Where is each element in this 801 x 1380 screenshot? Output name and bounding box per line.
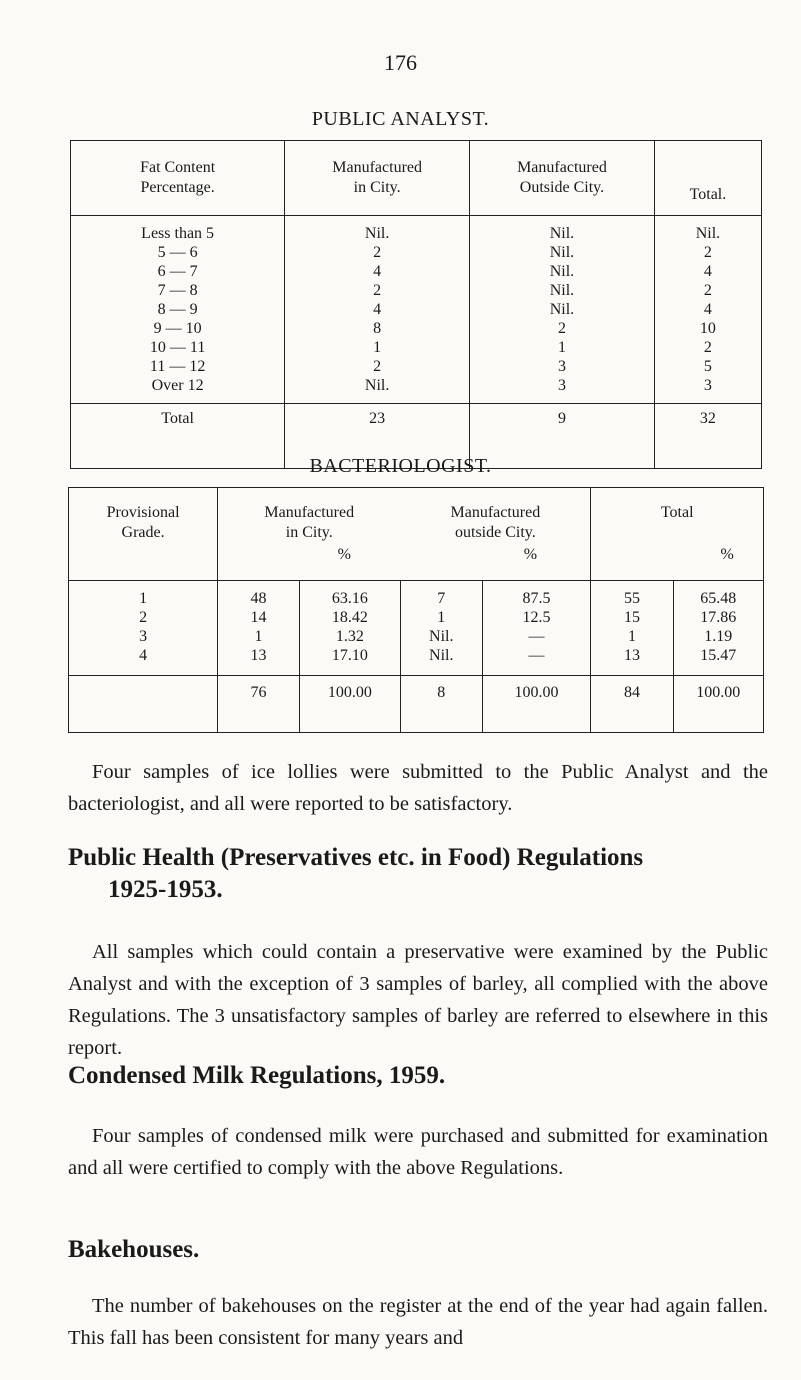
table-cell: Nil. <box>470 281 655 300</box>
table-cell: 65.48 <box>673 581 763 609</box>
table-cell: 2 <box>654 338 761 357</box>
table-cell: 8 <box>400 676 482 733</box>
table-cell: 9 <box>470 404 655 469</box>
table-cell: 4 <box>654 300 761 319</box>
table-cell: 2 <box>285 357 470 376</box>
fat-header-outside-city: Manufactured Outside City. <box>470 141 655 216</box>
table-cell: 100.00 <box>482 676 591 733</box>
table-row <box>69 627 764 646</box>
bact-header-total: Total % <box>591 488 764 581</box>
table-row <box>71 262 762 281</box>
fat-header-percentage: Fat Content Percentage. <box>71 141 285 216</box>
table-cell: 2 <box>69 608 218 627</box>
table-cell: 84 <box>591 676 673 733</box>
table-cell: 10 — 11 <box>71 338 285 357</box>
public-analyst-title: PUBLIC ANALYST. <box>311 108 490 130</box>
table-cell: Nil. <box>285 216 470 244</box>
table-cell: 14 <box>250 608 267 626</box>
bacteriologist-title: BACTERIOLOGIST. <box>309 455 492 477</box>
table-cell: 6 — 7 <box>71 262 285 281</box>
table-cell: 63.16 <box>299 581 400 609</box>
preservatives-paragraph: All samples which could contain a preservative were examined by the Public Analyst and with the exception of 3 samples of barley, all complied with the above Regulations. The 3 unsatisfactory samples of barley are referred to elsewhere in this report. <box>68 941 768 1059</box>
condensed-milk-paragraph: Four samples of condensed milk were purchased and submitted for examination and all were certified to comply with the above Regulations. <box>68 1125 768 1179</box>
table-cell: 1 <box>470 338 655 357</box>
table-cell: Over 12 <box>71 376 285 404</box>
percent-sign: % <box>523 546 538 563</box>
table-row <box>71 281 762 300</box>
table-cell: 1 <box>627 627 636 645</box>
table-row <box>71 243 762 262</box>
table-cell: 2 <box>285 281 470 300</box>
table-cell: 17.86 <box>673 608 763 627</box>
table-cell: 10 <box>654 319 761 338</box>
table-cell: 15 <box>623 608 640 626</box>
table-cell: 15.47 <box>673 646 763 676</box>
table-row <box>71 376 762 404</box>
table-row <box>71 338 762 357</box>
table-cell: 18.42 <box>299 608 400 627</box>
table-cell: Nil. <box>429 646 454 664</box>
table-cell: 17.10 <box>299 646 400 676</box>
bact-table-header-row <box>69 488 764 581</box>
percent-sign: % <box>720 546 734 563</box>
table-cell: 1 <box>69 581 218 609</box>
fat-header-total: Total. <box>654 141 761 216</box>
table-cell: 2 <box>285 243 470 262</box>
page-number: 176 <box>384 50 417 75</box>
table-cell: 7 — 8 <box>71 281 285 300</box>
table-cell: 55 <box>623 589 640 607</box>
table-cell: 12.5 <box>482 608 591 627</box>
bact-header-outside-city: Manufactured outside City. % <box>400 488 591 581</box>
table-cell: 4 <box>654 262 761 281</box>
table-cell: 76 <box>218 676 300 733</box>
table-cell: Less than 5 <box>71 216 285 244</box>
table-row <box>71 357 762 376</box>
fat-header-in-city: Manufactured in City. <box>285 141 470 216</box>
table-cell: 1 <box>437 608 446 626</box>
table-cell: Nil. <box>470 243 655 262</box>
table-cell: 1.32 <box>299 627 400 646</box>
bacteriologist-table <box>68 487 764 733</box>
table-cell: 9 — 10 <box>71 319 285 338</box>
table-cell: 1.19 <box>673 627 763 646</box>
table-cell: Nil. <box>285 376 470 404</box>
table-cell: 1 <box>285 338 470 357</box>
table-row <box>69 646 764 676</box>
table-cell: 5 <box>654 357 761 376</box>
table-cell: 4 <box>69 646 218 676</box>
table-cell: Nil. <box>470 216 655 244</box>
table-cell: 48 <box>250 589 267 607</box>
fat-table-header-row <box>71 141 762 216</box>
table-cell: Total <box>71 404 285 469</box>
table-cell: 13 <box>250 646 267 664</box>
table-cell: 2 <box>654 243 761 262</box>
table-cell: 2 <box>654 281 761 300</box>
table-row <box>69 581 764 609</box>
table-cell: 1 <box>254 627 263 645</box>
table-cell: 32 <box>654 404 761 469</box>
table-cell: 8 <box>285 319 470 338</box>
table-cell: 3 <box>69 627 218 646</box>
bact-total-row <box>69 676 764 733</box>
table-cell: 87.5 <box>482 581 591 609</box>
table-cell: 7 <box>437 589 446 607</box>
table-cell: Nil. <box>470 262 655 281</box>
table-cell: — <box>482 646 591 676</box>
table-cell: 4 <box>285 300 470 319</box>
table-cell: Nil. <box>654 216 761 244</box>
table-row <box>71 319 762 338</box>
preservatives-heading: Public Health (Preservatives etc. in Food) Regulations 1925-1953. <box>68 844 644 903</box>
table-cell: 3 <box>470 357 655 376</box>
table-cell: 100.00 <box>673 676 763 733</box>
table-cell: 23 <box>285 404 470 469</box>
bact-header-in-city: Manufactured in City. % <box>218 488 401 581</box>
table-cell: Nil. <box>429 627 454 645</box>
table-cell: 11 — 12 <box>71 357 285 376</box>
table-cell: 2 <box>470 319 655 338</box>
table-row <box>71 216 762 244</box>
condensed-milk-heading: Condensed Milk Regulations, 1959. <box>68 1062 446 1089</box>
table-cell: — <box>482 627 591 646</box>
percent-sign: % <box>337 546 351 563</box>
table-cell: 3 <box>654 376 761 404</box>
table-row <box>71 300 762 319</box>
bakehouses-paragraph: The number of bakehouses on the register at the end of the year had again fallen. This fall has been consistent for many years and <box>68 1295 768 1349</box>
table-cell: Nil. <box>470 300 655 319</box>
table-cell <box>69 676 218 733</box>
table-cell: 13 <box>623 646 640 664</box>
ice-lollies-paragraph: Four samples of ice lollies were submitted to the Public Analyst and the bacteriologist, and all were reported to be satisfactory. <box>68 761 768 815</box>
fat-content-table <box>70 140 762 469</box>
bact-header-grade: Provisional Grade. <box>69 488 218 581</box>
table-cell: 4 <box>285 262 470 281</box>
table-cell: 3 <box>470 376 655 404</box>
table-cell: 8 — 9 <box>71 300 285 319</box>
table-row <box>69 608 764 627</box>
table-cell: 5 — 6 <box>71 243 285 262</box>
table-cell: 100.00 <box>299 676 400 733</box>
bakehouses-heading: Bakehouses. <box>68 1236 200 1263</box>
